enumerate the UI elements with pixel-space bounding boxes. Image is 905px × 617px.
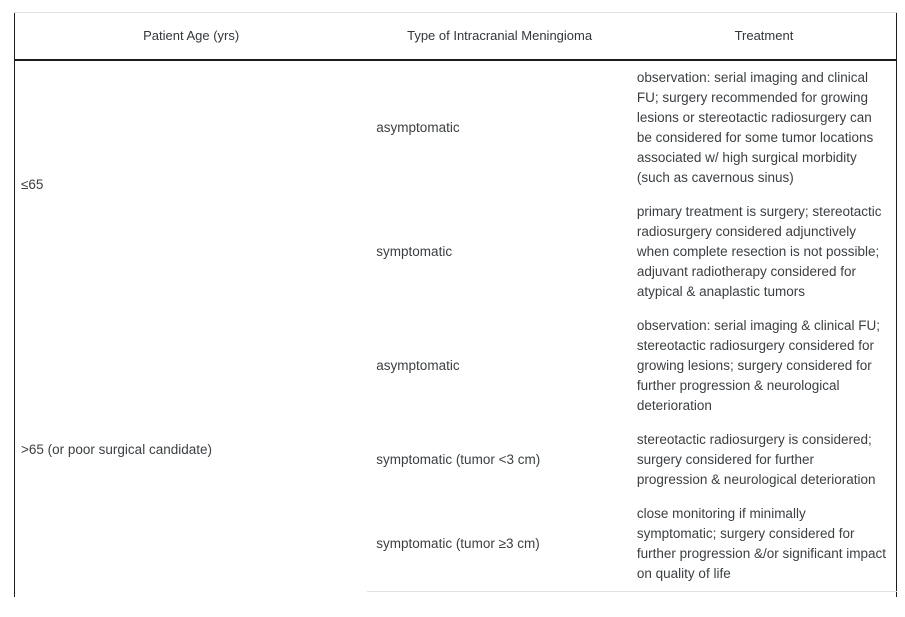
header-row <box>15 13 897 61</box>
table-body <box>15 60 897 592</box>
column-header-treatment: Treatment <box>632 13 897 61</box>
spacer-row <box>15 592 897 598</box>
treatment-cell: close monitoring if minimally symptomatic; surgery considered for further progression &/or significant impact on quality of life <box>632 497 897 592</box>
treatment-cell: observation: serial imaging & clinical FU; stereotactic radiosurgery considered for growing lesions; surgery considered for further progression & neurological deterioration <box>632 309 897 423</box>
treatment-cell: stereotactic radiosurgery is considered; surgery considered for further progression & neurological deterioration <box>632 423 897 497</box>
column-header-meningioma-type: Type of Intracranial Meningioma <box>367 13 632 61</box>
type-cell: symptomatic <box>367 195 632 309</box>
type-cell: asymptomatic <box>367 60 632 195</box>
type-cell: symptomatic (tumor <3 cm) <box>367 423 632 497</box>
table-row <box>15 309 897 423</box>
table-footer-spacer <box>15 592 897 598</box>
spacer-cell <box>15 592 897 598</box>
column-header-patient-age: Patient Age (yrs) <box>15 13 368 61</box>
age-group-gt65: >65 (or poor surgical candidate) <box>15 309 368 592</box>
type-cell: symptomatic (tumor ≥3 cm) <box>367 497 632 592</box>
table-header <box>15 13 897 61</box>
meningioma-treatment-table-wrap <box>14 12 897 597</box>
meningioma-treatment-table <box>14 12 897 597</box>
age-group-le65: ≤65 <box>15 60 368 309</box>
table-row <box>15 60 897 195</box>
treatment-cell: primary treatment is surgery; stereotactic radiosurgery considered adjunctively when complete resection is not possible; adjuvant radiotherapy considered for atypical & anaplastic tumors <box>632 195 897 309</box>
type-cell: asymptomatic <box>367 309 632 423</box>
treatment-cell: observation: serial imaging and clinical FU; surgery recommended for growing lesions or stereotactic radiosurgery can be considered for some tumor locations associated w/ high surgical morbidity (such as cavernous sinus) <box>632 60 897 195</box>
